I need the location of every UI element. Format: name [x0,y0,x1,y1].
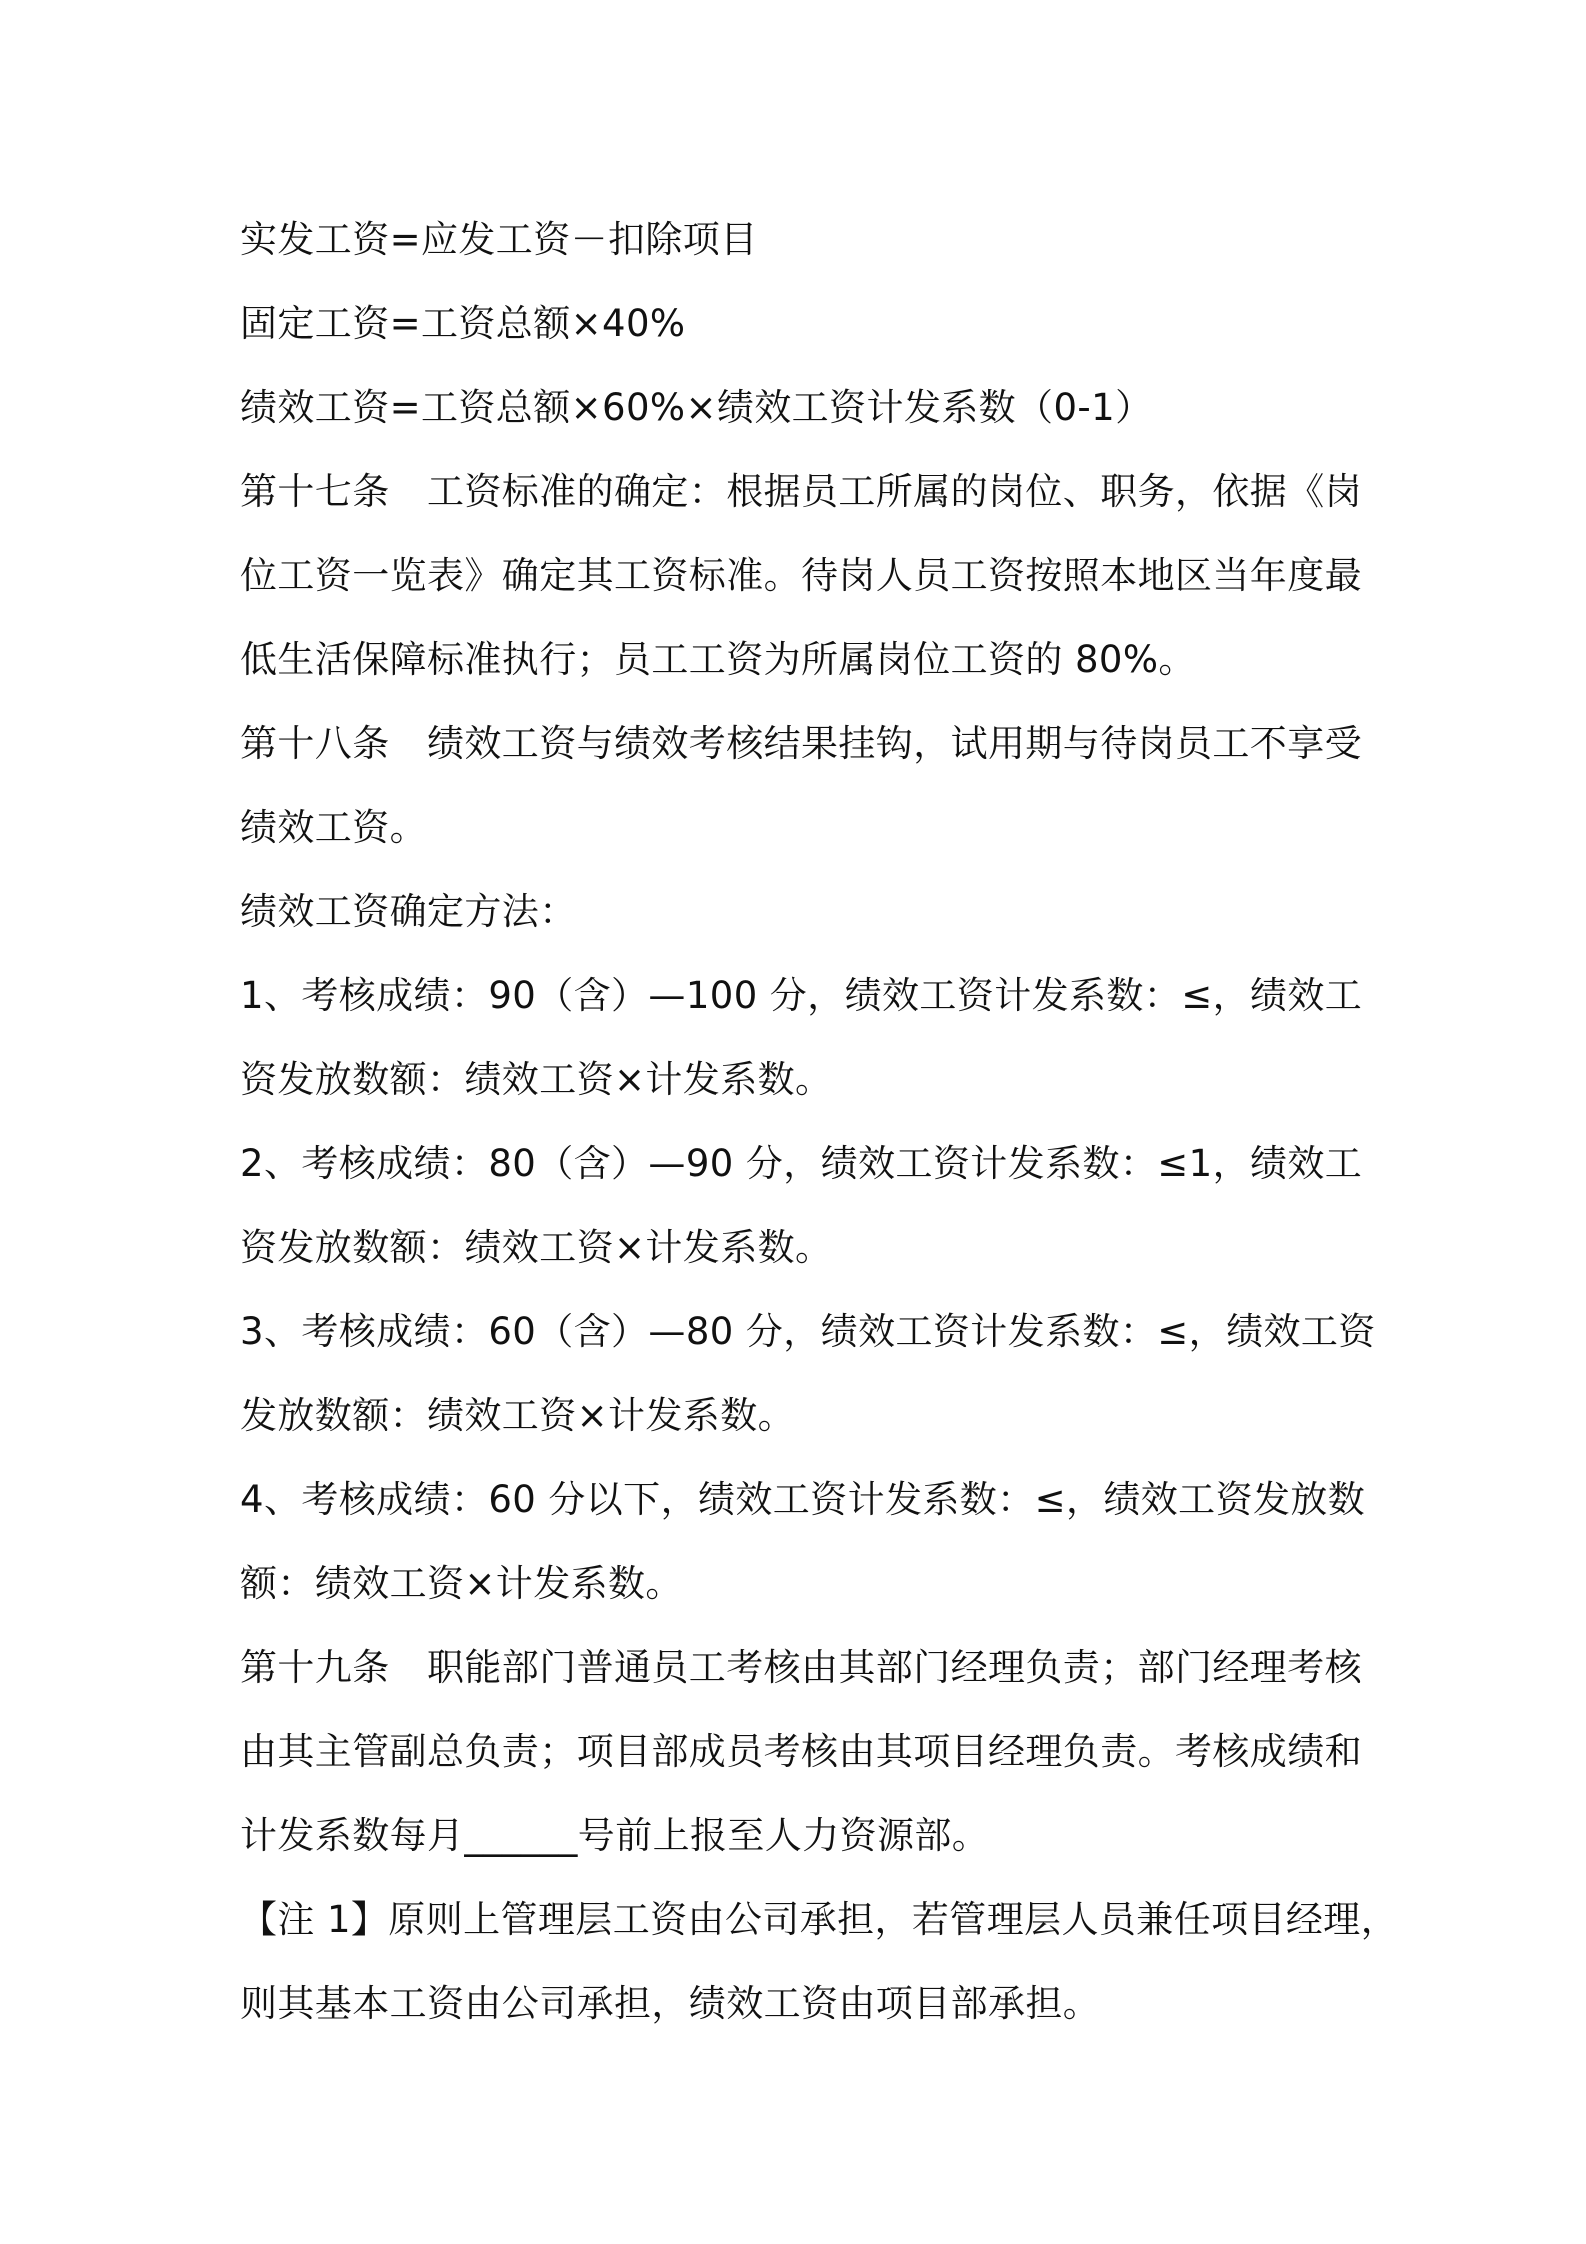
formula-actual-pay: 实发工资=应发工资－扣除项目 [240,218,758,261]
method-item-1-line-2: 资发放数额：绩效工资×计发系数。 [240,1058,833,1101]
article-18-line-2: 绩效工资。 [240,806,427,849]
note-1-line-1: 【注 1】原则上管理层工资由公司承担，若管理层人员兼任项目经理， [240,1898,1399,1941]
method-item-4-line-2: 额：绩效工资×计发系数。 [240,1562,683,1605]
document-page [240,198,1399,2046]
method-item-2-line-1: 2、考核成绩：80（含）—90 分，绩效工资计发系数：≤1，绩效工 [240,1142,1363,1185]
note-1-line-2: 则其基本工资由公司承担，绩效工资由项目部承担。 [240,1982,1101,2025]
formula-fixed-pay: 固定工资=工资总额×40% [240,302,686,345]
article-19-line-2: 由其主管副总负责；项目部成员考核由其项目经理负责。考核成绩和 [240,1730,1362,1773]
method-item-3-line-2: 发放数额：绩效工资×计发系数。 [240,1394,796,1437]
article-17-line-3: 低生活保障标准执行；员工工资为所属岗位工资的 80%。 [240,638,1196,681]
article-19-line-1: 第十九条 职能部门普通员工考核由其部门经理负责；部门经理考核 [240,1646,1362,1689]
method-item-2-line-2: 资发放数额：绩效工资×计发系数。 [240,1226,833,1269]
article-17-line-2: 位工资一览表》确定其工资标准。待岗人员工资按照本地区当年度最 [240,554,1362,597]
formula-performance-pay: 绩效工资=工资总额×60%×绩效工资计发系数（0-1） [240,386,1153,429]
method-heading: 绩效工资确定方法： [240,890,577,933]
method-item-1-line-1: 1、考核成绩：90（含）—100 分，绩效工资计发系数：≤，绩效工 [240,974,1363,1017]
article-19-line-3: 计发系数每月______号前上报至人力资源部。 [240,1814,990,1857]
method-item-3-line-1: 3、考核成绩：60（含）—80 分，绩效工资计发系数：≤，绩效工资 [240,1310,1376,1353]
article-18-line-1: 第十八条 绩效工资与绩效考核结果挂钩，试用期与待岗员工不享受 [240,722,1362,765]
article-17-line-1: 第十七条 工资标准的确定：根据员工所属的岗位、职务，依据《岗 [240,470,1362,513]
method-item-4-line-1: 4、考核成绩：60 分以下，绩效工资计发系数：≤，绩效工资发放数 [240,1478,1366,1521]
